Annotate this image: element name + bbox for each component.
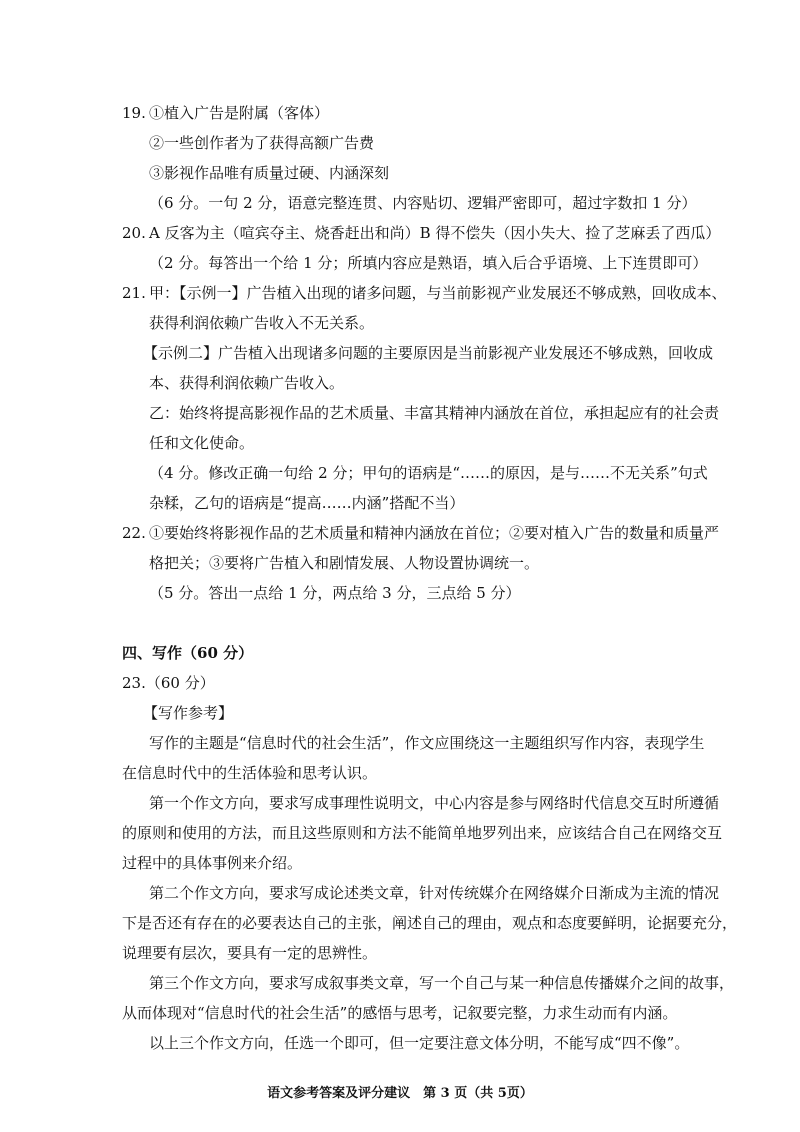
- q23-para3-line3: 说理要有层次，要具有一定的思辨性。: [122, 944, 378, 962]
- q23-para4-line2: 从而体现对“信息时代的社会生活”的感悟与思考，记叙要完整，力求生动而有内涵。: [122, 1004, 678, 1022]
- q22-scoring: （5 分。答出一点给 1 分，两点给 3 分，三点给 5 分）: [149, 584, 521, 602]
- q20-scoring: （2 分。每答出一个给 1 分；所填内容应是熟语，填入后合乎语境、上下连贯即可）: [149, 254, 708, 272]
- q21-answer-3: 【示例二】广告植入出现诸多问题的主要原因是当前影视产业发展还不够成熟，回收成: [143, 344, 714, 362]
- q23-para3-line1: 第二个作文方向，要求写成论述类文章，针对传统媒介在网络媒介日渐成为主流的情况: [149, 884, 720, 902]
- q19-number: 19.: [122, 104, 146, 122]
- q23-para2-line1: 第一个作文方向，要求写成事理性说明文，中心内容是参与网络时代信息交互时所遵循: [149, 794, 720, 812]
- q21-scoring-2: 杂糅，乙句的语病是“提高……内涵”搭配不当）: [149, 494, 465, 512]
- q23-para3-line2: 下是否还有存在的必要表达自己的主张，阐述自己的理由，观点和态度要鲜明，论据要充分，: [122, 914, 738, 932]
- page-footer: 语文参考答案及评分建议 第 3 页（共 5页）: [267, 1086, 533, 1101]
- q23-para4-line1: 第三个作文方向，要求写成叙事类文章，写一个自己与某一种信息传播媒介之间的故事，: [149, 974, 735, 992]
- q23-para5: 以上三个作文方向，任选一个即可，但一定要注意文体分明，不能写成“四不像”。: [149, 1034, 690, 1052]
- q19-scoring: （6 分。一句 2 分，语意完整连贯、内容贴切、逻辑严密即可，超过字数扣 1 分）: [149, 194, 697, 212]
- q22-number: 22.: [122, 524, 146, 542]
- q21-answer-1: 甲：【示例一】广告植入出现的诸多问题，与当前影视产业发展还不够成熟，回收成本、: [149, 284, 727, 302]
- q21-answer-6: 任和文化使命。: [149, 434, 255, 452]
- q21-answer-5: 乙：始终将提高影视作品的艺术质量、丰富其精神内涵放在首位，承担起应有的社会责: [149, 404, 720, 422]
- q23-para1-line1: 写作的主题是“信息时代的社会生活”，作文应围绕这一主题组织写作内容，表现学生: [149, 734, 705, 752]
- q19-answer-2: ②一些创作者为了获得高额广告费: [149, 134, 375, 152]
- q23-para1-line2: 在信息时代中的生活体验和思考认识。: [122, 764, 378, 782]
- q21-answer-2: 获得利润依赖广告收入不无关系。: [149, 314, 375, 332]
- q21-number: 21.: [122, 284, 146, 302]
- q22-answer-2: 格把关；③要将广告植入和剧情发展、人物设置协调统一。: [149, 554, 540, 572]
- q20-answer: A 反客为主（喧宾夺主、烧香赶出和尚）B 得不偿失（因小失大、捡了芝麻丢了西瓜）: [149, 224, 721, 242]
- q19-answer-3: ③影视作品唯有质量过硬、内涵深刻: [149, 164, 390, 182]
- q23-number: 23.（60 分）: [122, 674, 215, 692]
- q23-para2-line2: 的原则和使用的方法，而且这些原则和方法不能简单地罗列出来，应该结合自己在网络交互: [122, 824, 723, 842]
- q23-reference-heading: 【写作参考】: [143, 704, 234, 722]
- q19-answer-1: ①植入广告是附属（客体）: [149, 104, 330, 122]
- section-heading: 四、写作（60 分）: [122, 644, 254, 662]
- q20-number: 20.: [122, 224, 146, 242]
- q21-scoring-1: （4 分。修改正确一句给 2 分；甲句的语病是“……的原因，是与……不无关系”句式: [149, 464, 708, 482]
- q21-answer-4: 本、获得利润依赖广告收入。: [149, 374, 345, 392]
- q23-para2-line3: 过程中的具体事例来介绍。: [122, 854, 303, 872]
- q22-answer-1: ①要始终将影视作品的艺术质量和精神内涵放在首位；②要对植入广告的数量和质量严: [149, 524, 720, 542]
